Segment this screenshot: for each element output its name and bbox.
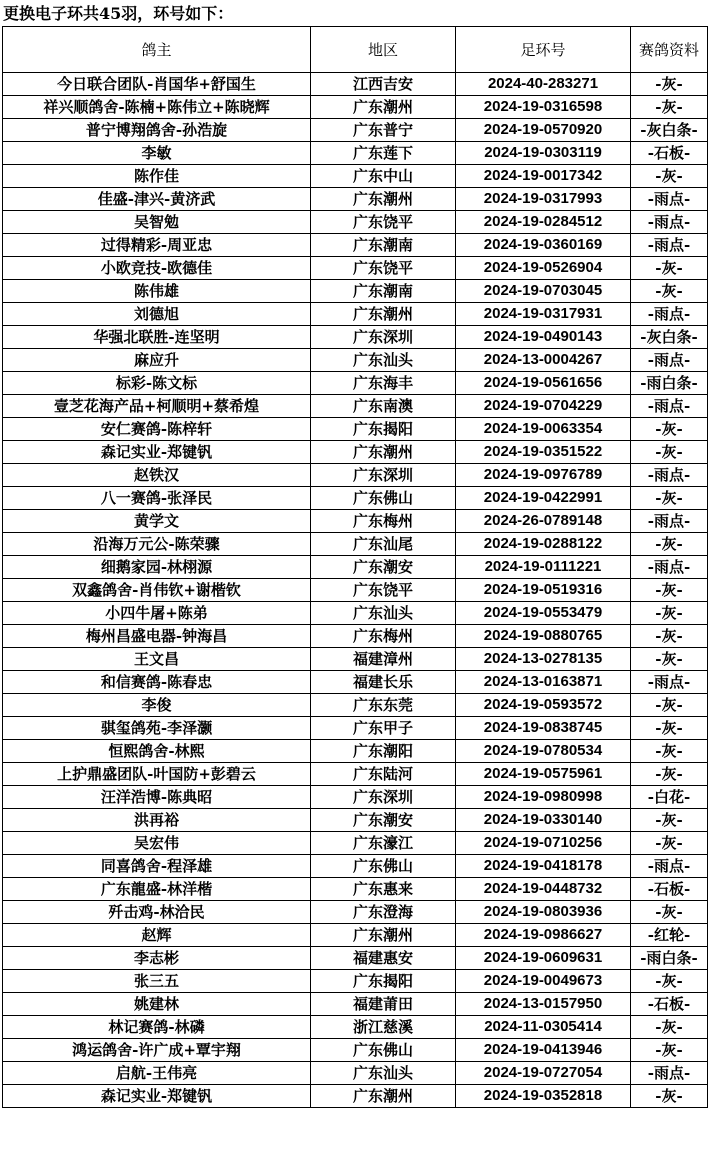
table-row bbox=[3, 878, 708, 901]
ring-number-cell: 2024-11-0305414 bbox=[456, 1016, 631, 1039]
color-note-cell: -雨点- bbox=[631, 556, 708, 579]
region-cell: 广东潮州 bbox=[311, 924, 456, 947]
ring-number-cell: 2024-19-0360169 bbox=[456, 234, 631, 257]
owner-cell: 麻应升 bbox=[3, 349, 311, 372]
header-ring: 足环号 bbox=[456, 27, 631, 73]
table-row bbox=[3, 372, 708, 395]
owner-cell: 骐玺鸽苑-李泽灏 bbox=[3, 717, 311, 740]
table-row bbox=[3, 326, 708, 349]
table-row bbox=[3, 1016, 708, 1039]
table-row bbox=[3, 717, 708, 740]
owner-cell: 王文昌 bbox=[3, 648, 311, 671]
owner-cell: 细鹅家园-林栩源 bbox=[3, 556, 311, 579]
table-row bbox=[3, 924, 708, 947]
color-note-cell: -灰- bbox=[631, 648, 708, 671]
color-note-cell: -灰- bbox=[631, 487, 708, 510]
ring-number-cell: 2024-19-0288122 bbox=[456, 533, 631, 556]
color-note-cell: -雨白条- bbox=[631, 372, 708, 395]
region-cell: 广东莲下 bbox=[311, 142, 456, 165]
region-cell: 广东潮阳 bbox=[311, 740, 456, 763]
table-row bbox=[3, 625, 708, 648]
ring-number-cell: 2024-19-0352818 bbox=[456, 1085, 631, 1108]
table-row bbox=[3, 510, 708, 533]
region-cell: 广东南澳 bbox=[311, 395, 456, 418]
ring-number-cell: 2024-19-0049673 bbox=[456, 970, 631, 993]
table-row bbox=[3, 855, 708, 878]
color-note-cell: -灰- bbox=[631, 579, 708, 602]
ring-number-cell: 2024-26-0789148 bbox=[456, 510, 631, 533]
ring-number-cell: 2024-19-0976789 bbox=[456, 464, 631, 487]
owner-cell: 佳盛-津兴-黄济武 bbox=[3, 188, 311, 211]
color-note-cell: -雨点- bbox=[631, 395, 708, 418]
color-note-cell: -石板- bbox=[631, 993, 708, 1016]
color-note-cell: -灰白条- bbox=[631, 119, 708, 142]
owner-cell: 过得精彩-周亚忠 bbox=[3, 234, 311, 257]
table-row bbox=[3, 533, 708, 556]
table-row bbox=[3, 671, 708, 694]
color-note-cell: -灰- bbox=[631, 441, 708, 464]
color-note-cell: -灰- bbox=[631, 740, 708, 763]
ring-number-cell: 2024-19-0017342 bbox=[456, 165, 631, 188]
color-note-cell: -灰- bbox=[631, 1016, 708, 1039]
ring-number-cell: 2024-19-0351522 bbox=[456, 441, 631, 464]
color-note-cell: -雨点- bbox=[631, 211, 708, 234]
owner-cell: 洪再裕 bbox=[3, 809, 311, 832]
color-note-cell: -灰- bbox=[631, 901, 708, 924]
region-cell: 广东潮州 bbox=[311, 188, 456, 211]
region-cell: 广东潮南 bbox=[311, 280, 456, 303]
ring-number-cell: 2024-13-0163871 bbox=[456, 671, 631, 694]
region-cell: 广东潮州 bbox=[311, 441, 456, 464]
ring-number-cell: 2024-19-0317993 bbox=[456, 188, 631, 211]
ring-number-cell: 2024-19-0111221 bbox=[456, 556, 631, 579]
table-row bbox=[3, 257, 708, 280]
color-note-cell: -雨点- bbox=[631, 510, 708, 533]
ring-number-cell: 2024-19-0422991 bbox=[456, 487, 631, 510]
table-body bbox=[3, 73, 708, 1108]
table-row bbox=[3, 73, 708, 96]
region-cell: 广东澄海 bbox=[311, 901, 456, 924]
table-row bbox=[3, 809, 708, 832]
color-note-cell: -灰- bbox=[631, 625, 708, 648]
owner-cell: 祥兴顺鸽舍-陈楠+陈伟立+陈晓辉 bbox=[3, 96, 311, 119]
table-row bbox=[3, 96, 708, 119]
header-region: 地区 bbox=[311, 27, 456, 73]
region-cell: 广东佛山 bbox=[311, 855, 456, 878]
owner-cell: 吴宏伟 bbox=[3, 832, 311, 855]
region-cell: 广东汕头 bbox=[311, 602, 456, 625]
ring-number-cell: 2024-19-0980998 bbox=[456, 786, 631, 809]
owner-cell: 陈伟雄 bbox=[3, 280, 311, 303]
color-note-cell: -灰- bbox=[631, 280, 708, 303]
region-cell: 广东东莞 bbox=[311, 694, 456, 717]
table-row bbox=[3, 602, 708, 625]
owner-cell: 林记赛鸽-林磷 bbox=[3, 1016, 311, 1039]
ring-table bbox=[2, 26, 708, 1108]
owner-cell: 八一赛鸽-张泽民 bbox=[3, 487, 311, 510]
region-cell: 广东潮州 bbox=[311, 1085, 456, 1108]
owner-cell: 歼击鸡-林洽民 bbox=[3, 901, 311, 924]
color-note-cell: -雨点- bbox=[631, 234, 708, 257]
ring-number-cell: 2024-13-0004267 bbox=[456, 349, 631, 372]
color-note-cell: -灰- bbox=[631, 73, 708, 96]
ring-number-cell: 2024-19-0519316 bbox=[456, 579, 631, 602]
table-row bbox=[3, 487, 708, 510]
ring-number-cell: 2024-19-0413946 bbox=[456, 1039, 631, 1062]
owner-cell: 和信赛鸽-陈春忠 bbox=[3, 671, 311, 694]
color-note-cell: -灰- bbox=[631, 717, 708, 740]
table-row bbox=[3, 993, 708, 1016]
owner-cell: 华强北联胜-连坚明 bbox=[3, 326, 311, 349]
owner-cell: 刘德旭 bbox=[3, 303, 311, 326]
table-row bbox=[3, 441, 708, 464]
region-cell: 广东深圳 bbox=[311, 464, 456, 487]
region-cell: 广东佛山 bbox=[311, 487, 456, 510]
ring-number-cell: 2024-19-0704229 bbox=[456, 395, 631, 418]
region-cell: 广东中山 bbox=[311, 165, 456, 188]
ring-number-cell: 2024-19-0490143 bbox=[456, 326, 631, 349]
region-cell: 广东梅州 bbox=[311, 625, 456, 648]
color-note-cell: -雨点- bbox=[631, 188, 708, 211]
region-cell: 广东佛山 bbox=[311, 1039, 456, 1062]
owner-cell: 鸿运鸽舍-许广成+覃宇翔 bbox=[3, 1039, 311, 1062]
owner-cell: 李俊 bbox=[3, 694, 311, 717]
ring-number-cell: 2024-19-0063354 bbox=[456, 418, 631, 441]
owner-cell: 赵铁汉 bbox=[3, 464, 311, 487]
color-note-cell: -雨点- bbox=[631, 855, 708, 878]
owner-cell: 李志彬 bbox=[3, 947, 311, 970]
table-row bbox=[3, 901, 708, 924]
ring-number-cell: 2024-19-0316598 bbox=[456, 96, 631, 119]
region-cell: 广东潮州 bbox=[311, 96, 456, 119]
color-note-cell: -红轮- bbox=[631, 924, 708, 947]
owner-cell: 森记实业-郑键钒 bbox=[3, 1085, 311, 1108]
table-row bbox=[3, 188, 708, 211]
table-row bbox=[3, 119, 708, 142]
color-note-cell: -灰白条- bbox=[631, 326, 708, 349]
table-row bbox=[3, 165, 708, 188]
region-cell: 浙江慈溪 bbox=[311, 1016, 456, 1039]
color-note-cell: -灰- bbox=[631, 257, 708, 280]
owner-cell: 安仁赛鸽-陈梓轩 bbox=[3, 418, 311, 441]
owner-cell: 小四牛屠+陈弟 bbox=[3, 602, 311, 625]
owner-cell: 今日联合团队-肖国华+舒国生 bbox=[3, 73, 311, 96]
table-row bbox=[3, 694, 708, 717]
ring-number-cell: 2024-19-0727054 bbox=[456, 1062, 631, 1085]
color-note-cell: -灰- bbox=[631, 533, 708, 556]
ring-number-cell: 2024-19-0803936 bbox=[456, 901, 631, 924]
region-cell: 广东陆河 bbox=[311, 763, 456, 786]
table-row bbox=[3, 1039, 708, 1062]
ring-number-cell: 2024-19-0986627 bbox=[456, 924, 631, 947]
color-note-cell: -雨点- bbox=[631, 349, 708, 372]
table-row bbox=[3, 763, 708, 786]
ring-number-cell: 2024-19-0418178 bbox=[456, 855, 631, 878]
ring-number-cell: 2024-13-0157950 bbox=[456, 993, 631, 1016]
region-cell: 广东普宁 bbox=[311, 119, 456, 142]
color-note-cell: -石板- bbox=[631, 142, 708, 165]
color-note-cell: -石板- bbox=[631, 878, 708, 901]
color-note-cell: -雨点- bbox=[631, 464, 708, 487]
ring-number-cell: 2024-19-0317931 bbox=[456, 303, 631, 326]
color-note-cell: -灰- bbox=[631, 165, 708, 188]
ring-number-cell: 2024-19-0284512 bbox=[456, 211, 631, 234]
owner-cell: 上护鼎盛团队-叶国防+彭碧云 bbox=[3, 763, 311, 786]
region-cell: 广东饶平 bbox=[311, 257, 456, 280]
ring-number-cell: 2024-19-0330140 bbox=[456, 809, 631, 832]
region-cell: 广东揭阳 bbox=[311, 970, 456, 993]
color-note-cell: -灰- bbox=[631, 602, 708, 625]
owner-cell: 普宁博翔鸽舍-孙浩旋 bbox=[3, 119, 311, 142]
color-note-cell: -灰- bbox=[631, 96, 708, 119]
ring-number-cell: 2024-19-0780534 bbox=[456, 740, 631, 763]
table-row bbox=[3, 234, 708, 257]
color-note-cell: -灰- bbox=[631, 1039, 708, 1062]
owner-cell: 启航-王伟亮 bbox=[3, 1062, 311, 1085]
header-note: 赛鸽资料 bbox=[631, 27, 708, 73]
page-title: 更换电子环共45羽，环号如下： bbox=[3, 4, 234, 23]
table-row bbox=[3, 740, 708, 763]
owner-cell: 恒熙鸽舍-林熙 bbox=[3, 740, 311, 763]
region-cell: 广东惠来 bbox=[311, 878, 456, 901]
table-row bbox=[3, 947, 708, 970]
ring-number-cell: 2024-40-283271 bbox=[456, 73, 631, 96]
owner-cell: 吴智勉 bbox=[3, 211, 311, 234]
region-cell: 福建莆田 bbox=[311, 993, 456, 1016]
owner-cell: 同喜鸽舍-程泽雄 bbox=[3, 855, 311, 878]
color-note-cell: -雨白条- bbox=[631, 947, 708, 970]
region-cell: 广东汕尾 bbox=[311, 533, 456, 556]
owner-cell: 黄学文 bbox=[3, 510, 311, 533]
region-cell: 福建惠安 bbox=[311, 947, 456, 970]
region-cell: 广东饶平 bbox=[311, 211, 456, 234]
owner-cell: 标彩-陈文标 bbox=[3, 372, 311, 395]
ring-number-cell: 2024-19-0710256 bbox=[456, 832, 631, 855]
ring-number-cell: 2024-19-0880765 bbox=[456, 625, 631, 648]
table-row bbox=[3, 1085, 708, 1108]
owner-cell: 汪洋浩博-陈典昭 bbox=[3, 786, 311, 809]
table-header-row bbox=[3, 27, 708, 73]
ring-number-cell: 2024-19-0575961 bbox=[456, 763, 631, 786]
region-cell: 广东饶平 bbox=[311, 579, 456, 602]
region-cell: 广东汕头 bbox=[311, 349, 456, 372]
table-row bbox=[3, 832, 708, 855]
table-row bbox=[3, 418, 708, 441]
region-cell: 广东濠江 bbox=[311, 832, 456, 855]
region-cell: 广东潮安 bbox=[311, 556, 456, 579]
table-row bbox=[3, 303, 708, 326]
region-cell: 广东甲子 bbox=[311, 717, 456, 740]
owner-cell: 姚建林 bbox=[3, 993, 311, 1016]
region-cell: 广东海丰 bbox=[311, 372, 456, 395]
region-cell: 广东潮安 bbox=[311, 809, 456, 832]
region-cell: 广东潮南 bbox=[311, 234, 456, 257]
region-cell: 福建长乐 bbox=[311, 671, 456, 694]
table-row bbox=[3, 579, 708, 602]
owner-cell: 壹芝花海产品+柯顺明+蔡希煌 bbox=[3, 395, 311, 418]
region-cell: 广东深圳 bbox=[311, 326, 456, 349]
color-note-cell: -灰- bbox=[631, 809, 708, 832]
region-cell: 广东揭阳 bbox=[311, 418, 456, 441]
color-note-cell: -白花- bbox=[631, 786, 708, 809]
header-owner: 鸽主 bbox=[3, 27, 311, 73]
region-cell: 广东潮州 bbox=[311, 303, 456, 326]
color-note-cell: -灰- bbox=[631, 970, 708, 993]
ring-number-cell: 2024-19-0703045 bbox=[456, 280, 631, 303]
ring-number-cell: 2024-19-0570920 bbox=[456, 119, 631, 142]
ring-number-cell: 2024-19-0561656 bbox=[456, 372, 631, 395]
table-row bbox=[3, 556, 708, 579]
ring-number-cell: 2024-19-0448732 bbox=[456, 878, 631, 901]
table-row bbox=[3, 395, 708, 418]
ring-number-cell: 2024-19-0593572 bbox=[456, 694, 631, 717]
table-row bbox=[3, 142, 708, 165]
color-note-cell: -灰- bbox=[631, 1085, 708, 1108]
region-cell: 江西吉安 bbox=[311, 73, 456, 96]
table-row bbox=[3, 211, 708, 234]
ring-number-cell: 2024-19-0838745 bbox=[456, 717, 631, 740]
owner-cell: 双鑫鸽舍-肖伟钦+谢楷钦 bbox=[3, 579, 311, 602]
color-note-cell: -雨点- bbox=[631, 1062, 708, 1085]
color-note-cell: -灰- bbox=[631, 418, 708, 441]
color-note-cell: -雨点- bbox=[631, 671, 708, 694]
ring-number-cell: 2024-19-0303119 bbox=[456, 142, 631, 165]
ring-number-cell: 2024-19-0526904 bbox=[456, 257, 631, 280]
table-row bbox=[3, 786, 708, 809]
table-row bbox=[3, 648, 708, 671]
owner-cell: 陈作佳 bbox=[3, 165, 311, 188]
color-note-cell: -灰- bbox=[631, 832, 708, 855]
table-row bbox=[3, 1062, 708, 1085]
region-cell: 福建漳州 bbox=[311, 648, 456, 671]
table-row bbox=[3, 349, 708, 372]
color-note-cell: -灰- bbox=[631, 694, 708, 717]
owner-cell: 张三五 bbox=[3, 970, 311, 993]
table-row bbox=[3, 464, 708, 487]
owner-cell: 森记实业-郑键钒 bbox=[3, 441, 311, 464]
region-cell: 广东梅州 bbox=[311, 510, 456, 533]
owner-cell: 梅州昌盛电器-钟海昌 bbox=[3, 625, 311, 648]
owner-cell: 李敏 bbox=[3, 142, 311, 165]
ring-number-cell: 2024-13-0278135 bbox=[456, 648, 631, 671]
owner-cell: 赵辉 bbox=[3, 924, 311, 947]
ring-number-cell: 2024-19-0553479 bbox=[456, 602, 631, 625]
owner-cell: 沿海万元公-陈荣骤 bbox=[3, 533, 311, 556]
owner-cell: 小欧竞技-欧德佳 bbox=[3, 257, 311, 280]
table-row bbox=[3, 280, 708, 303]
region-cell: 广东汕头 bbox=[311, 1062, 456, 1085]
owner-cell: 广东龍盛-林洋楷 bbox=[3, 878, 311, 901]
color-note-cell: -灰- bbox=[631, 763, 708, 786]
region-cell: 广东深圳 bbox=[311, 786, 456, 809]
color-note-cell: -雨点- bbox=[631, 303, 708, 326]
table-row bbox=[3, 970, 708, 993]
ring-number-cell: 2024-19-0609631 bbox=[456, 947, 631, 970]
